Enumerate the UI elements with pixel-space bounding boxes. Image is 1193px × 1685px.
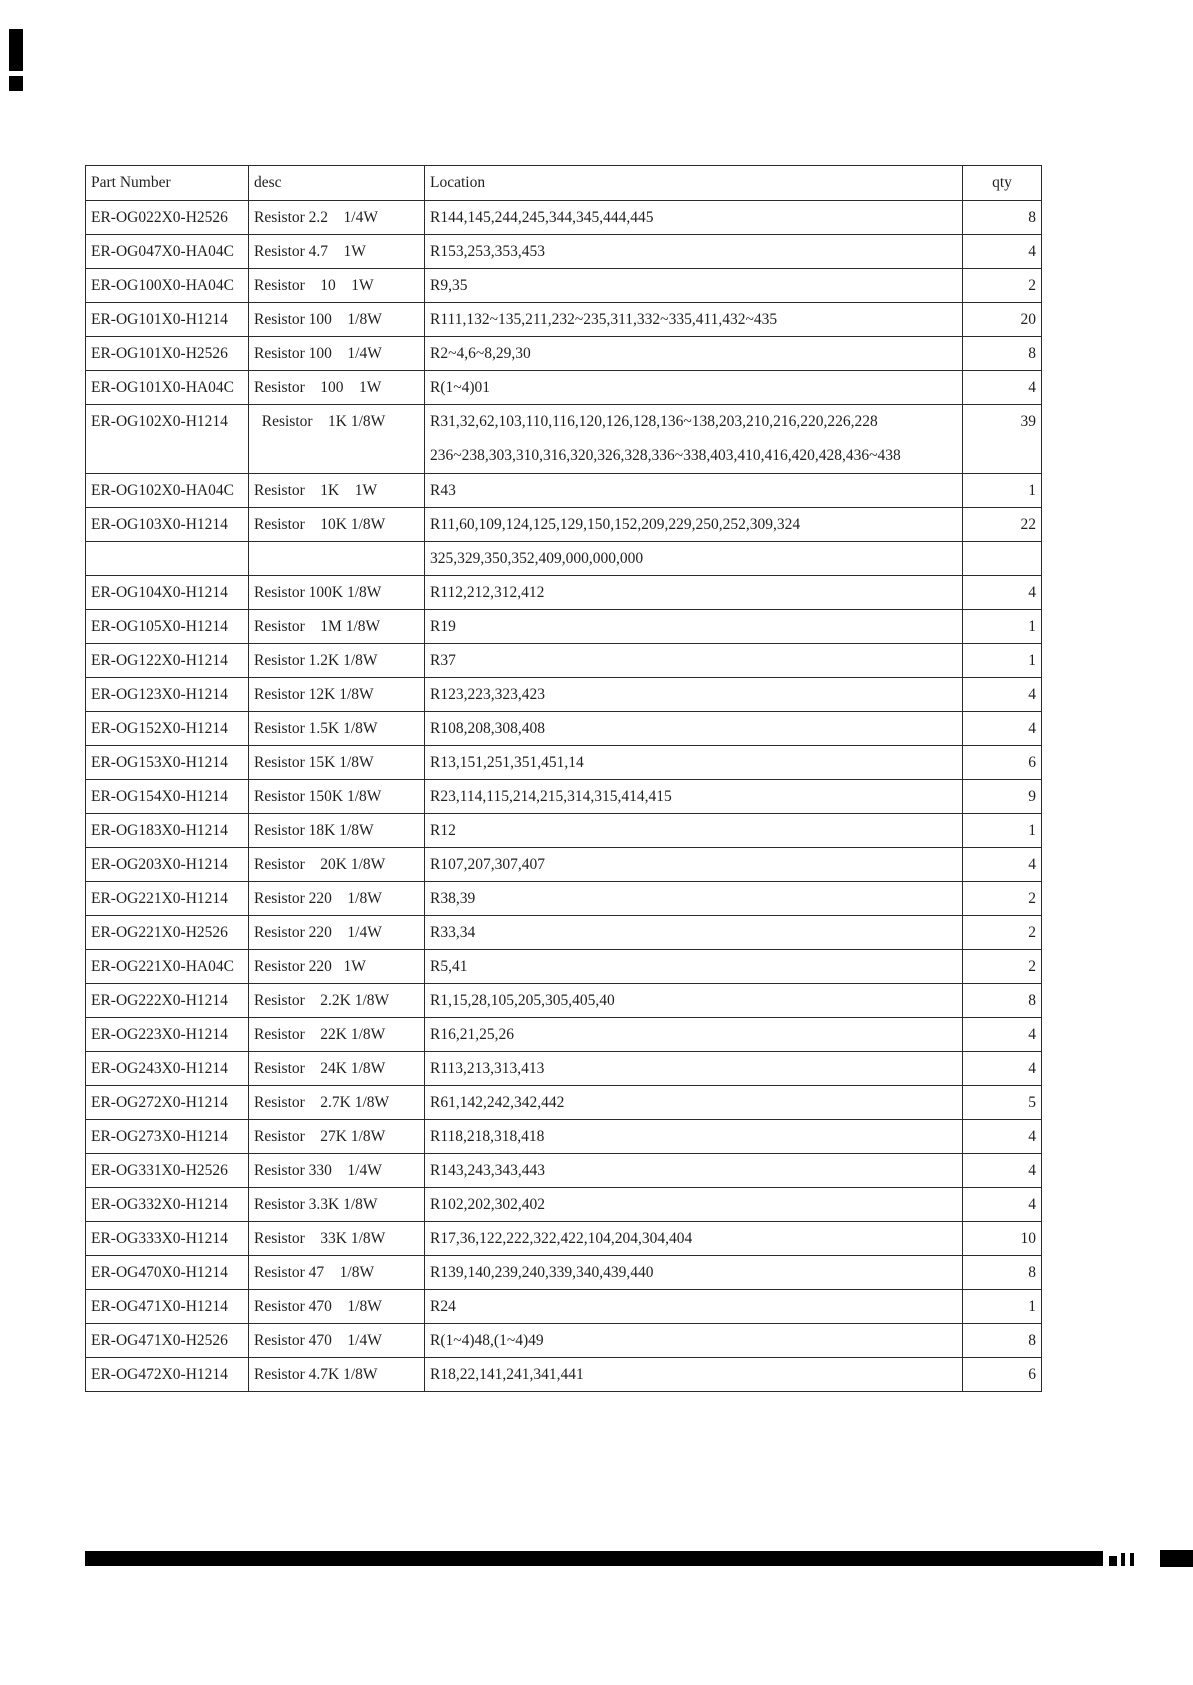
col-header-part-number: Part Number [86,166,249,201]
part-number-cell: ER-OG102X0-HA04C [86,474,249,508]
table-row [86,916,1042,950]
location-cell: R153,253,353,453 [425,235,963,269]
qty-cell: 1 [963,474,1042,508]
location-cell: R144,145,244,245,344,345,444,445 [425,201,963,235]
table-row [86,1086,1042,1120]
location-cell: R(1~4)01 [425,371,963,405]
part-number-cell: ER-OG273X0-H1214 [86,1120,249,1154]
qty-cell: 4 [963,848,1042,882]
qty-cell: 2 [963,916,1042,950]
part-number-cell: ER-OG154X0-H1214 [86,780,249,814]
qty-cell [963,542,1042,576]
part-number-cell: ER-OG203X0-H1214 [86,848,249,882]
location-cell: R111,132~135,211,232~235,311,332~335,411,432~435 [425,303,963,337]
part-number-cell: ER-OG272X0-H1214 [86,1086,249,1120]
desc-cell: Resistor 4.7K 1/8W [249,1358,425,1392]
location-cell: R(1~4)48,(1~4)49 [425,1324,963,1358]
part-number-cell: ER-OG332X0-H1214 [86,1188,249,1222]
qty-cell: 1 [963,814,1042,848]
scan-artifact-bottom-right-2 [1121,1553,1125,1566]
part-number-cell: ER-OG470X0-H1214 [86,1256,249,1290]
qty-cell: 6 [963,1358,1042,1392]
part-number-cell: ER-OG047X0-HA04C [86,235,249,269]
part-number-cell: ER-OG101X0-H1214 [86,303,249,337]
location-cell: R61,142,242,342,442 [425,1086,963,1120]
qty-cell: 8 [963,1324,1042,1358]
part-number-cell: ER-OG101X0-HA04C [86,371,249,405]
part-number-cell: ER-OG152X0-H1214 [86,712,249,746]
part-number-cell: ER-OG221X0-H2526 [86,916,249,950]
qty-cell: 4 [963,1188,1042,1222]
desc-cell: Resistor 18K 1/8W [249,814,425,848]
location-cell: R139,140,239,240,339,340,439,440 [425,1256,963,1290]
qty-cell: 10 [963,1222,1042,1256]
part-number-cell: ER-OG105X0-H1214 [86,610,249,644]
desc-cell: Resistor 100 1W [249,371,425,405]
table-row [86,1018,1042,1052]
desc-cell: Resistor 3.3K 1/8W [249,1188,425,1222]
qty-cell: 1 [963,1290,1042,1324]
location-cell: R112,212,312,412 [425,576,963,610]
location-cell: R107,207,307,407 [425,848,963,882]
location-cell: 325,329,350,352,409,000,000,000 [425,542,963,576]
table-row [86,712,1042,746]
location-cell: R38,39 [425,882,963,916]
location-cell: R37 [425,644,963,678]
scan-artifact-bottom-bar [85,1551,1103,1566]
table-row [86,1188,1042,1222]
location-cell: R33,34 [425,916,963,950]
location-cell: R1,15,28,105,205,305,405,40 [425,984,963,1018]
desc-cell: Resistor 1M 1/8W [249,610,425,644]
col-header-qty: qty [963,166,1042,201]
location-cell: R108,208,308,408 [425,712,963,746]
qty-cell: 4 [963,1154,1042,1188]
location-cell: R19 [425,610,963,644]
qty-cell: 5 [963,1086,1042,1120]
part-number-cell: ER-OG471X0-H1214 [86,1290,249,1324]
part-number-cell: ER-OG223X0-H1214 [86,1018,249,1052]
col-header-location: Location [425,166,963,201]
table-row [86,950,1042,984]
scan-artifact-top-left-2 [9,76,23,91]
part-number-cell: ER-OG243X0-H1214 [86,1052,249,1086]
table-row [86,1256,1042,1290]
table-row [86,1052,1042,1086]
location-cell: R16,21,25,26 [425,1018,963,1052]
qty-cell: 4 [963,712,1042,746]
part-number-cell: ER-OG123X0-H1214 [86,678,249,712]
table-row [86,474,1042,508]
desc-cell: Resistor 1.5K 1/8W [249,712,425,746]
desc-cell: Resistor 1.2K 1/8W [249,644,425,678]
location-cell: R9,35 [425,269,963,303]
location-cell: R102,202,302,402 [425,1188,963,1222]
desc-cell: Resistor 330 1/4W [249,1154,425,1188]
qty-cell: 9 [963,780,1042,814]
table-row [86,576,1042,610]
table-row [86,610,1042,644]
part-number-cell: ER-OG102X0-H1214 [86,405,249,474]
part-number-cell: ER-OG471X0-H2526 [86,1324,249,1358]
table-row [86,235,1042,269]
table-row [86,848,1042,882]
part-number-cell: ER-OG103X0-H1214 [86,508,249,542]
table-row [86,269,1042,303]
table-row [86,1222,1042,1256]
table-row [86,405,1042,474]
table-row [86,678,1042,712]
qty-cell: 1 [963,610,1042,644]
part-number-cell: ER-OG022X0-H2526 [86,201,249,235]
desc-cell: Resistor 10 1W [249,269,425,303]
qty-cell: 1 [963,644,1042,678]
desc-cell: Resistor 12K 1/8W [249,678,425,712]
desc-cell: Resistor 470 1/4W [249,1324,425,1358]
location-cell: R118,218,318,418 [425,1120,963,1154]
location-cell: R43 [425,474,963,508]
desc-cell: Resistor 24K 1/8W [249,1052,425,1086]
desc-cell: Resistor 15K 1/8W [249,746,425,780]
table-row [86,644,1042,678]
table-row [86,814,1042,848]
qty-cell: 4 [963,1018,1042,1052]
qty-cell: 4 [963,576,1042,610]
desc-cell [249,542,425,576]
table-row [86,201,1042,235]
location-cell: R24 [425,1290,963,1324]
qty-cell: 20 [963,303,1042,337]
location-cell: R18,22,141,241,341,441 [425,1358,963,1392]
desc-cell: Resistor 27K 1/8W [249,1120,425,1154]
part-number-cell: ER-OG153X0-H1214 [86,746,249,780]
part-number-cell [86,542,249,576]
part-number-cell: ER-OG183X0-H1214 [86,814,249,848]
location-cell: R17,36,122,222,322,422,104,204,304,404 [425,1222,963,1256]
part-number-cell: ER-OG221X0-HA04C [86,950,249,984]
part-number-cell: ER-OG472X0-H1214 [86,1358,249,1392]
qty-cell: 8 [963,984,1042,1018]
scan-artifact-bottom-right-3 [1130,1553,1134,1566]
location-cell: R113,213,313,413 [425,1052,963,1086]
qty-cell: 2 [963,269,1042,303]
desc-cell: Resistor 220 1/8W [249,882,425,916]
table-row [86,1290,1042,1324]
desc-cell: Resistor 4.7 1W [249,235,425,269]
table-row [86,1154,1042,1188]
header-row [86,166,1042,201]
location-cell: R123,223,323,423 [425,678,963,712]
location-cell: R12 [425,814,963,848]
table-row [86,337,1042,371]
desc-cell: Resistor 20K 1/8W [249,848,425,882]
table-row [86,303,1042,337]
table-row [86,984,1042,1018]
location-cell: R143,243,343,443 [425,1154,963,1188]
table-row [86,780,1042,814]
qty-cell: 4 [963,235,1042,269]
bom-table [85,165,1042,1392]
qty-cell: 4 [963,1052,1042,1086]
qty-cell: 8 [963,1256,1042,1290]
table-row [86,746,1042,780]
scan-artifact-top-left-1 [9,29,23,71]
table-row [86,371,1042,405]
col-header-desc: desc [249,166,425,201]
desc-cell: Resistor 1K 1/8W [249,405,425,474]
part-number-cell: ER-OG100X0-HA04C [86,269,249,303]
desc-cell: Resistor 470 1/8W [249,1290,425,1324]
desc-cell: Resistor 220 1W [249,950,425,984]
qty-cell: 4 [963,1120,1042,1154]
qty-cell: 4 [963,678,1042,712]
table-body [86,201,1042,1392]
part-number-cell: ER-OG222X0-H1214 [86,984,249,1018]
desc-cell: Resistor 2.7K 1/8W [249,1086,425,1120]
part-number-cell: ER-OG104X0-H1214 [86,576,249,610]
table-row [86,1358,1042,1392]
qty-cell: 2 [963,882,1042,916]
desc-cell: Resistor 2.2K 1/8W [249,984,425,1018]
table-row [86,508,1042,542]
location-cell: R11,60,109,124,125,129,150,152,209,229,250,252,309,324 [425,508,963,542]
scan-artifact-bottom-right-1 [1109,1556,1117,1566]
qty-cell: 6 [963,746,1042,780]
qty-cell: 22 [963,508,1042,542]
part-number-cell: ER-OG331X0-H2526 [86,1154,249,1188]
qty-cell: 8 [963,337,1042,371]
table-row [86,1324,1042,1358]
desc-cell: Resistor 2.2 1/4W [249,201,425,235]
desc-cell: Resistor 150K 1/8W [249,780,425,814]
desc-cell: Resistor 47 1/8W [249,1256,425,1290]
location-cell [425,405,963,474]
table-row [86,882,1042,916]
desc-cell: Resistor 220 1/4W [249,916,425,950]
location-cell: R23,114,115,214,215,314,315,414,415 [425,780,963,814]
scan-artifact-bottom-right-block [1160,1550,1193,1567]
desc-cell: Resistor 100K 1/8W [249,576,425,610]
location-cell: R5,41 [425,950,963,984]
qty-cell: 2 [963,950,1042,984]
location-line-2: 236~238,303,310,316,320,326,328,336~338,403,410,416,420,428,436~438 [430,447,901,464]
desc-cell: Resistor 100 1/4W [249,337,425,371]
desc-cell: Resistor 33K 1/8W [249,1222,425,1256]
table-row [86,1120,1042,1154]
part-number-cell: ER-OG101X0-H2526 [86,337,249,371]
qty-cell: 39 [963,405,1042,474]
location-cell: R2~4,6~8,29,30 [425,337,963,371]
location-cell: R13,151,251,351,451,14 [425,746,963,780]
location-line-1: R31,32,62,103,110,116,120,126,128,136~138,203,210,216,220,226,228 [430,413,878,430]
desc-cell: Resistor 1K 1W [249,474,425,508]
desc-cell: Resistor 10K 1/8W [249,508,425,542]
part-number-cell: ER-OG221X0-H1214 [86,882,249,916]
part-number-cell: ER-OG333X0-H1214 [86,1222,249,1256]
desc-cell: Resistor 22K 1/8W [249,1018,425,1052]
qty-cell: 4 [963,371,1042,405]
qty-cell: 8 [963,201,1042,235]
part-number-cell: ER-OG122X0-H1214 [86,644,249,678]
desc-cell: Resistor 100 1/8W [249,303,425,337]
table-row [86,542,1042,576]
